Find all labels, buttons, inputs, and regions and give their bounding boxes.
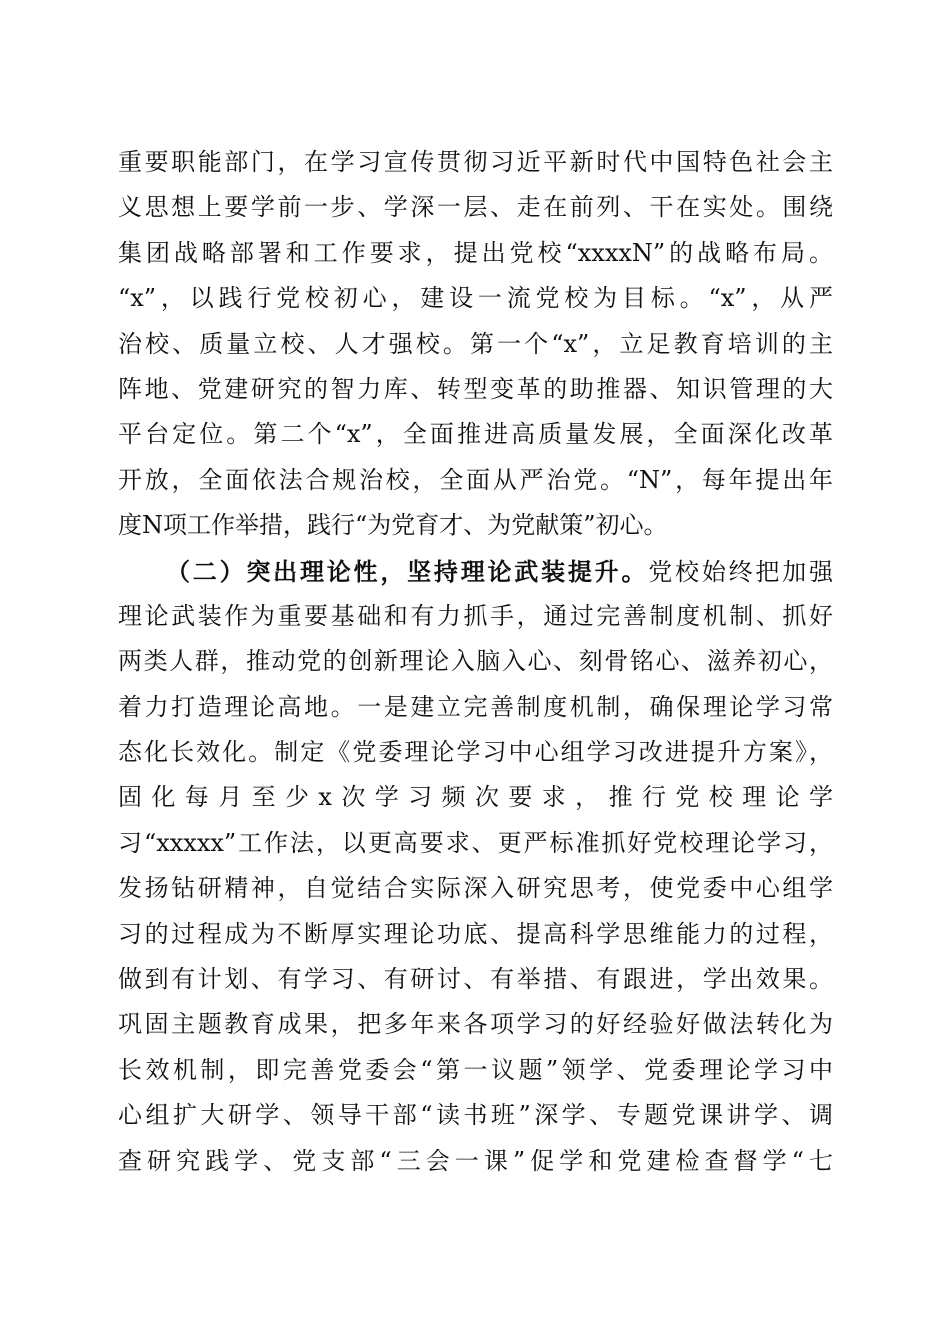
text-line: 开放，全面依法合规治校，全面从严治党。“N”，每年提出年 xyxy=(118,465,833,494)
text-line: 度N项工作举措，践行“为党育才、为党献策”初心。 xyxy=(118,511,668,540)
text-line: 阵地、党建研究的智力库、转型变革的助推器、知识管理的大 xyxy=(118,374,833,403)
text-line: “x”，以践行党校初心，建设一流党校为目标。“x”，从严 xyxy=(118,284,833,313)
text-line: 平台定位。第二个“x”，全面推进高质量发展，全面深化改革 xyxy=(118,420,833,449)
text-line: 心组扩大研学、领导干部“读书班”深学、专题党课讲学、调 xyxy=(118,1101,833,1130)
text-line: 习“xxxxx”工作法，以更高要求、更严标准抓好党校理论学习， xyxy=(118,828,833,857)
text-line: 发扬钻研精神，自觉结合实际深入研究思考，使党委中心组学 xyxy=(118,874,833,903)
text-line: 义思想上要学前一步、学深一层、走在前列、干在实处。围绕 xyxy=(118,193,833,222)
section-two-first-line xyxy=(118,549,833,594)
text-line: 巩固主题教育成果，把多年来各项学习的好经验好做法转化为 xyxy=(118,1010,833,1039)
text-line: 集团战略部署和工作要求，提出党校“xxxxN”的战略布局。 xyxy=(118,238,833,267)
text-line: 做到有计划、有学习、有研讨、有举措、有跟进，学出效果。 xyxy=(118,965,833,994)
text-line: 习的过程成为不断厚实理论功底、提高科学思维能力的过程， xyxy=(118,919,833,948)
document-body xyxy=(118,140,833,1184)
text-line: 理论武装作为重要基础和有力抓手，通过完善制度机制、抓好 xyxy=(118,601,833,630)
text-line: 固化每月至少x次学习频次要求，推行党校理论学 xyxy=(118,783,833,812)
text-line: 治校、质量立校、人才强校。第一个“x”，立足教育培训的主 xyxy=(118,329,833,358)
text-line: 长效机制，即完善党委会“第一议题”领学、党委理论学习中 xyxy=(118,1055,833,1084)
text-line: 重要职能部门，在学习宣传贯彻习近平新时代中国特色社会主 xyxy=(118,148,833,176)
text-line: 着力打造理论高地。一是建立完善制度机制，确保理论学习常 xyxy=(118,692,833,721)
section-two-heading: （二）突出理论性，坚持理论武装提升。 xyxy=(166,556,649,586)
text-line: 态化长效化。制定《党委理论学习中心组学习改进提升方案》， xyxy=(118,738,833,767)
section-two-lead: 党校始终把加强 xyxy=(648,557,833,586)
text-line: 两类人群，推动党的创新理论入脑入心、刻骨铭心、滋养初心， xyxy=(118,647,833,676)
text-line: 查研究践学、党支部“三会一课”促学和党建检查督学“七 xyxy=(118,1146,833,1175)
